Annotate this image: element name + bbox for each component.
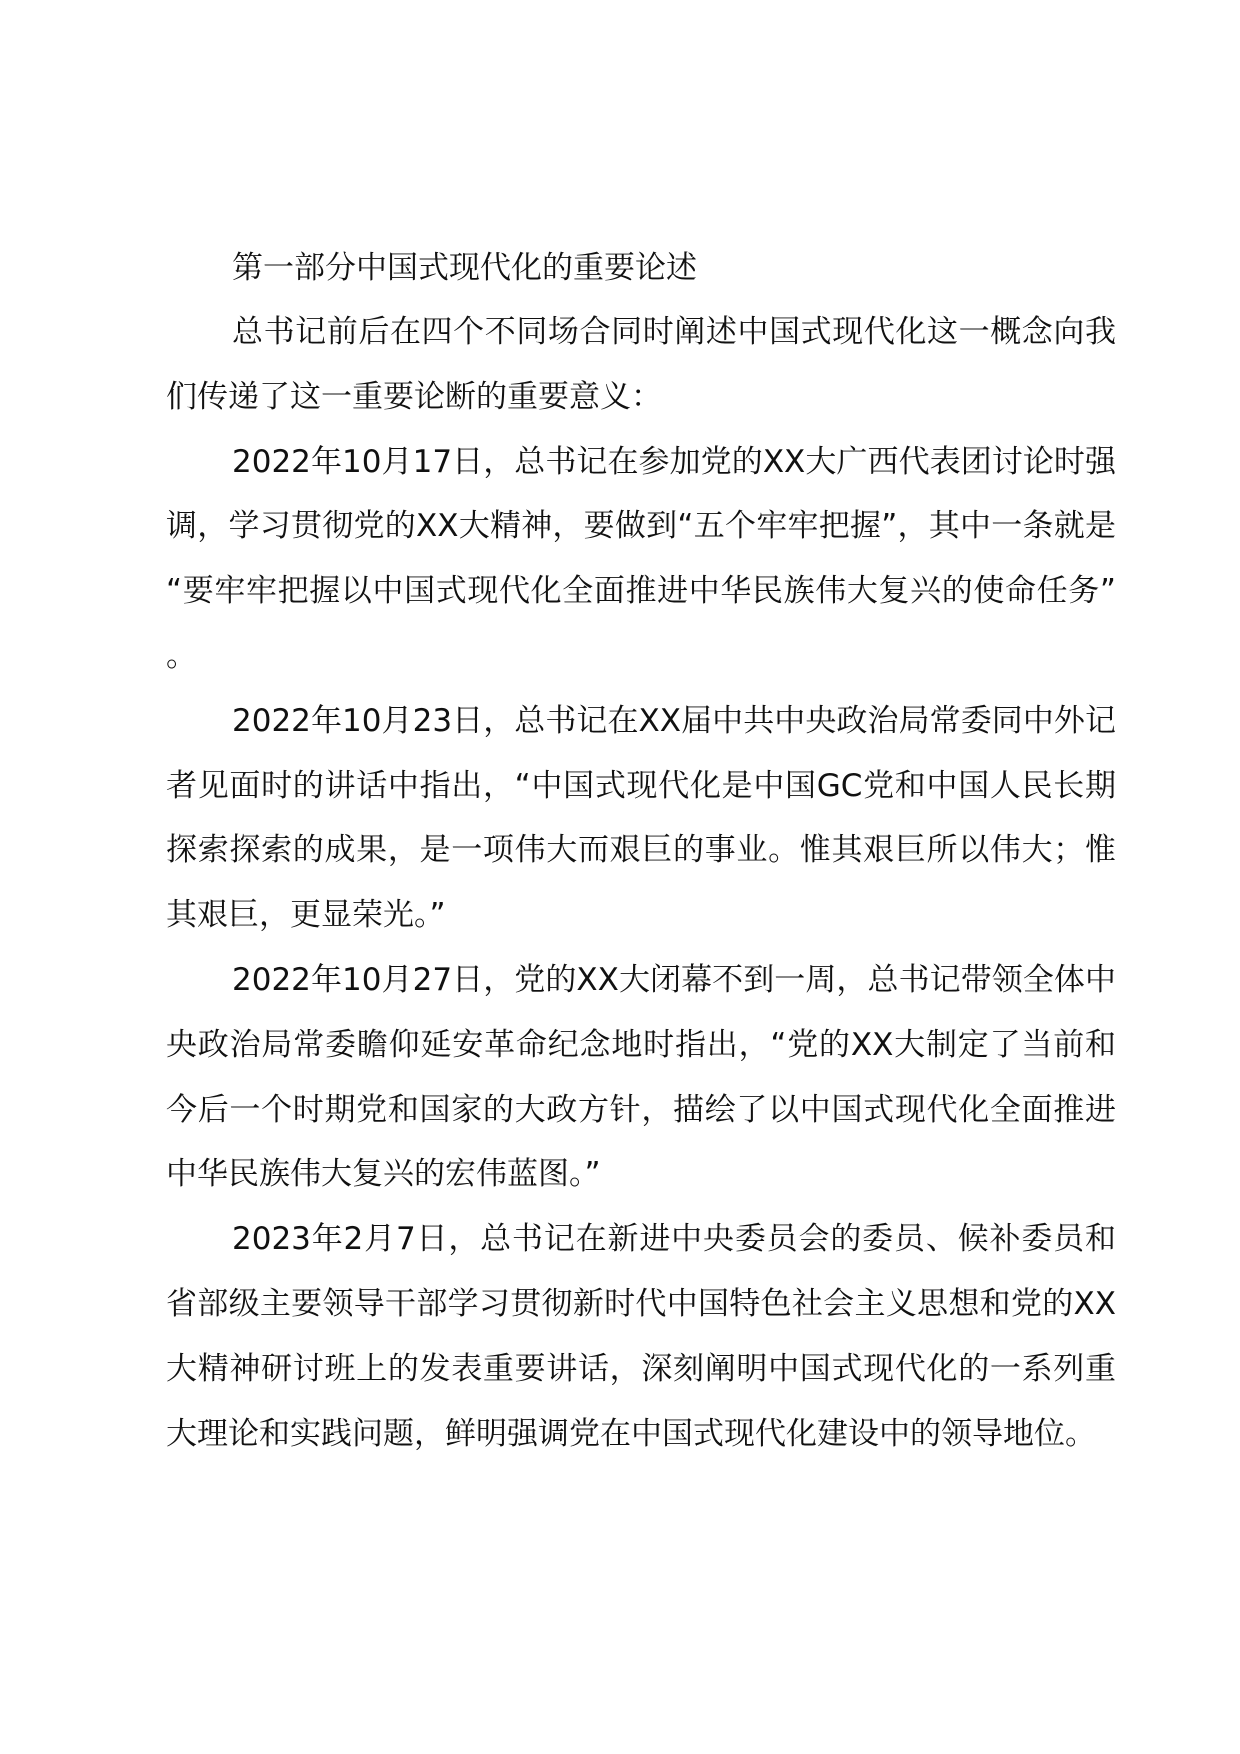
paragraph-2022-10-27: 2022年10月27日，党的XX大闭幕不到一周，总书记带领全体中央政治局常委瞻仰延安革命纪念地时指出，“党的XX大制定了当前和今后一个时期党和国家的大政方针，描绘了以中国式现代化全面推进中华民族伟大复兴的宏伟蓝图。” xyxy=(166,961,1116,1193)
paragraph-intro: 总书记前后在四个不同场合同时阐述中国式现代化这一概念向我们传递了这一重要论断的重要意义： xyxy=(166,314,1116,415)
section-heading: 第一部分中国式现代化的重要论述 xyxy=(232,250,697,286)
paragraph-2023-02-07: 2023年2月7日，总书记在新进中央委员会的委员、候补委员和省部级主要领导干部学习贯彻新时代中国特色社会主义思想和党的XX大精神研讨班上的发表重要讲话，深刻阐明中国式现代化的一系列重大理论和实践问题，鲜明强调党在中国式现代化建设中的领导地位。 xyxy=(166,1221,1116,1452)
paragraph-2022-10-23: 2022年10月23日，总书记在XX届中共中央政治局常委同中外记者见面时的讲话中指出，“中国式现代化是中国GC党和中国人民长期探索探索的成果，是一项伟大而艰巨的事业。惟其艰巨所以伟大；惟其艰巨，更显荣光。” xyxy=(166,702,1116,934)
document-page xyxy=(166,236,1116,1466)
paragraph-2022-10-17: 2022年10月17日，总书记在参加党的XX大广西代表团讨论时强调，学习贯彻党的XX大精神，要做到“五个牢牢把握”，其中一条就是“要牢牢把握以中国式现代化全面推进中华民族伟大复兴的使命任务”。 xyxy=(166,443,1116,674)
